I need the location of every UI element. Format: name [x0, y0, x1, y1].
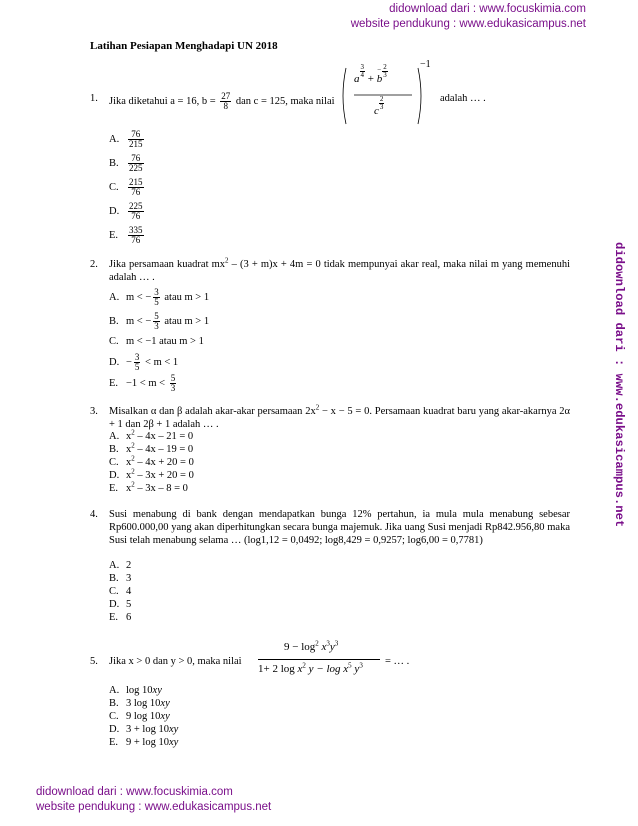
option-c[interactable]: C. m < −1 atau m > 1 — [109, 336, 204, 347]
option-d[interactable]: D. − $\frac{3}{5}$ < m < 1 — [109, 352, 179, 372]
watermark-bottom-line1: didownload dari : www.focuskimia.com — [36, 786, 233, 798]
option-e[interactable]: E. −1 < m < $\frac{5}{3}$ — [109, 373, 176, 393]
option-e[interactable]: E. 9 + log 10xy — [109, 737, 179, 748]
option-e[interactable]: E. $x^2 - 3x - 8 = 0$ — [109, 480, 188, 494]
watermark-top-line2: website pendukung : www.edukasicampus.net — [350, 18, 586, 30]
question-number: 4. — [90, 509, 98, 520]
option-d[interactable]: D. $x^2 - 3x + 20 = 0$ — [109, 467, 194, 481]
log-fraction-bar — [258, 659, 380, 660]
question-5-tail: = … . — [385, 656, 410, 667]
option-b[interactable]: B. m < − $\frac{5}{3}$ atau m > 1 — [109, 311, 210, 331]
watermark-top — [351, 2, 586, 32]
question-3 — [90, 403, 571, 494]
question-1 — [90, 59, 570, 245]
question-2 — [90, 256, 570, 393]
option-c[interactable]: C. $x^2 - 4x + 20 = 0$ — [109, 454, 194, 468]
watermark-side — [612, 242, 624, 572]
question-4 — [90, 508, 570, 623]
option-d[interactable]: D. $\frac{225}{76}$ — [109, 201, 143, 221]
question-5-text: Jika x > 0 dan y > 0, maka nilai — [109, 656, 242, 667]
question-3-text: Misalkan α dan β adalah akar-akar persamaan $2x^2 - x - 5 = 0$. Persamaan kuadrat baru yang akar-akarnya 2α + 1 dan 2β + 1 adalah … . — [109, 403, 571, 430]
option-a[interactable]: A. $x^2 - 4x - 21 = 0$ — [109, 428, 194, 442]
expression-box — [340, 59, 431, 128]
page-title: Latihan Pesiapan Menghadapi UN 2018 — [90, 40, 278, 52]
option-b[interactable]: B. $x^2 - 4x - 19 = 0$ — [109, 441, 194, 455]
option-b[interactable]: B. $\frac{76}{225}$ — [109, 153, 143, 173]
log-fraction — [258, 641, 380, 681]
option-a[interactable]: A. m < − $\frac{3}{5}$ atau m > 1 — [109, 287, 210, 307]
option-e[interactable]: E. $\frac{335}{76}$ — [109, 225, 143, 245]
denominator: c $\frac{2}{3}$ — [374, 95, 384, 118]
question-1-tail: adalah … . — [440, 93, 486, 104]
fraction-b: $\frac{27}{8}$ — [221, 91, 231, 111]
option-c[interactable]: C. 9 log 10xy — [109, 711, 170, 722]
option-d[interactable]: D. 5 — [109, 599, 132, 610]
option-c[interactable]: C. 4 — [109, 586, 132, 597]
question-number: 2. — [90, 259, 98, 270]
watermark-top-line1: didownload dari : www.focuskimia.com — [389, 3, 586, 15]
log-denominator: 1+ 2 $\log x^2$ $y - \log x^5$ $y^3$ — [258, 661, 363, 675]
watermark-side-text: didownload dari : www.edukasicampus.net — [612, 242, 626, 528]
watermark-bottom-line2: website pendukung : www.edukasicampus.net — [36, 801, 272, 813]
option-b[interactable]: B. 3 log 10xy — [109, 698, 170, 709]
question-number: 3. — [90, 406, 98, 417]
option-d[interactable]: D. 3 + log 10xy — [109, 724, 179, 735]
question-2-text: Jika persamaan kuadrat $mx^2 - (3 + m)x + 4m = 0$ tidak mempunyai akar real, maka nilai m yang memenuhi adalah … . — [109, 256, 570, 283]
question-1-text: Jika diketahui a = 16, b = $\frac{27}{8}$ dan c = 125, maka nilai — [109, 91, 335, 111]
option-b[interactable]: B. 3 — [109, 573, 132, 584]
option-a[interactable]: A. 2 — [109, 560, 132, 571]
log-numerator: $9 - \log^2 x^3y^3$ — [284, 639, 339, 653]
option-c[interactable]: C. $\frac{215}{76}$ — [109, 177, 143, 197]
option-a[interactable]: A. $\frac{76}{215}$ — [109, 129, 143, 149]
question-number: 1. — [90, 93, 98, 104]
option-a[interactable]: A. log 10xy — [109, 685, 162, 696]
question-4-text: Susi menabung di bank dengan mendapatkan bunga 12% pertahun, ia mula mula menabung sebesar Rp600.000,00 yang akan diperhitungkan secara bunga majemuk. Jika uang Susi menjadi Rp842.956,80 maka Susi telah menabung selama … (log1,12 = 0,0492; log8,429 = 0,9257; log6,00 = 0,7781) — [109, 509, 570, 546]
numerator: a $\frac{3}{4}$ + b − 2 3 — [354, 63, 387, 86]
outer-exponent: −1 — [420, 59, 431, 70]
option-e[interactable]: E. 6 — [109, 612, 132, 623]
question-5 — [90, 639, 570, 748]
question-number: 5. — [90, 656, 98, 667]
watermark-bottom — [36, 785, 271, 815]
